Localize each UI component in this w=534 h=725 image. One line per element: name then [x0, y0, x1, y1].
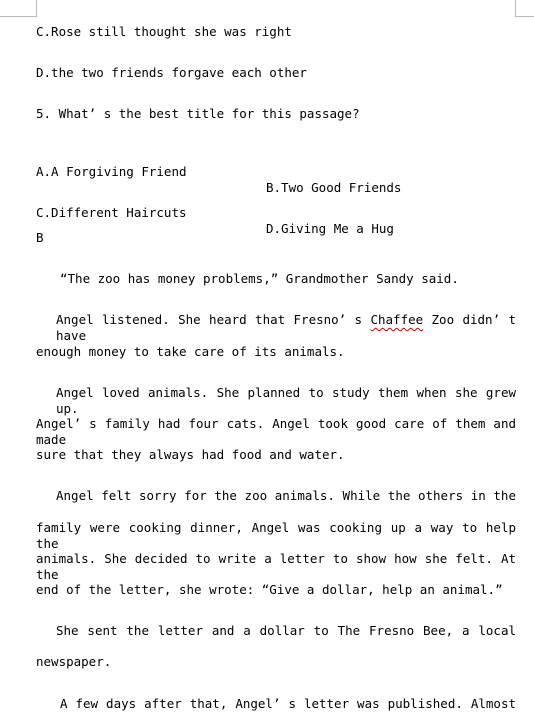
q4-option-d: D.the two friends forgave each other [36, 65, 307, 80]
page-corner-mark-top-right [515, 0, 534, 17]
p2-text-after: Zoo didn’ t have [56, 312, 516, 343]
passage-paragraph-3-line-3: sure that they always had food and water. [36, 447, 345, 462]
q5-option-b: B.Two Good Friends [266, 180, 402, 195]
q4-option-c: C.Rose still thought she was right [36, 24, 292, 39]
passage-paragraph-3-line-2: Angel’ s family had four cats. Angel took good care of them and made [36, 416, 516, 447]
q5-options-row-2 [36, 189, 516, 236]
p2-text-before: Angel listened. She heard that Fresno’ s [56, 312, 371, 327]
page-corner-mark-top-left [0, 0, 37, 17]
passage-paragraph-4-line-4: end of the letter, she wrote: “Give a dollar, help an animal.” [36, 582, 503, 597]
passage-paragraph-4-line-1: Angel felt sorry for the zoo animals. While the others in the [56, 488, 516, 503]
passage-paragraph-1: “The zoo has money problems,” Grandmother Sandy said. [60, 271, 459, 286]
passage-paragraph-5-line-1: She sent the letter and a dollar to The Fresno Bee, a local [56, 623, 516, 638]
passage-paragraph-4-line-3: animals. She decided to write a letter to show how she felt. At the [36, 551, 516, 582]
q5-stem: 5. What’ s the best title for this passage? [36, 106, 360, 121]
passage-paragraph-6-line-1: A few days after that, Angel’ s letter was published. Almost [60, 696, 516, 711]
passage-paragraph-4-line-2: family were cooking dinner, Angel was cooking up a way to help the [36, 520, 516, 551]
section-label: B [36, 230, 44, 245]
passage-paragraph-3-line-1: Angel loved animals. She planned to study them when she grew up. [56, 385, 516, 416]
passage-paragraph-2-line-2: enough money to take care of its animals. [36, 344, 345, 359]
q5-option-a: A.A Forgiving Friend [36, 164, 187, 179]
passage-paragraph-5-line-2: newspaper. [36, 654, 112, 669]
passage-paragraph-2-line-1 [56, 312, 516, 344]
q5-option-d: D.Giving Me a Hug [266, 221, 394, 236]
spellcheck-flagged-word: Chaffee [370, 312, 424, 327]
q5-option-c: C.Different Haircuts [36, 205, 187, 220]
q5-options-row-1 [36, 148, 516, 195]
